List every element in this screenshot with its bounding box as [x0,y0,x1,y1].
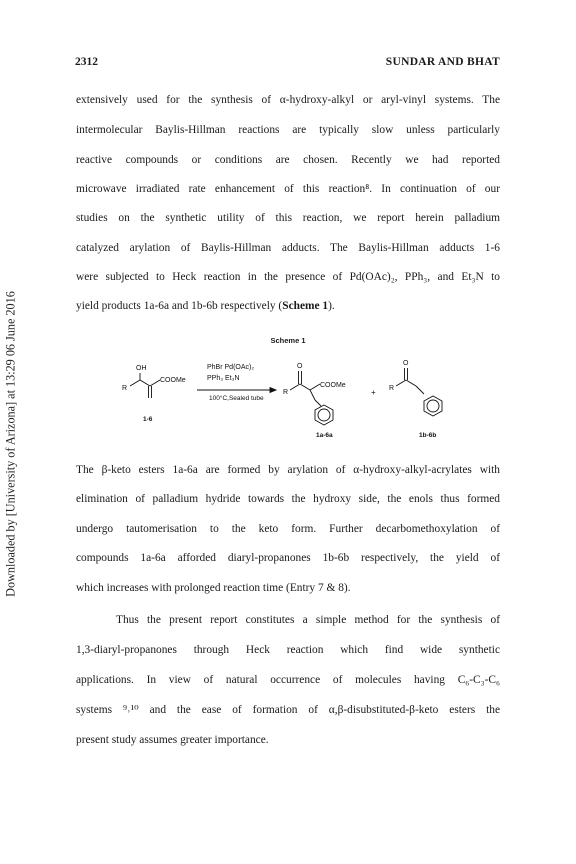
text-line: microwave irradiated rate enhancement of this reaction⁸. In continuation of our [76,183,500,195]
text-span: yield products 1a-6a and 1b-6b respectively ( [76,300,283,312]
text-line: intermolecular Baylis-Hillman reactions are typically slow unless particularly [76,124,500,136]
text-line: reactive compounds or conditions are chosen. Recently we had reported [76,154,500,166]
text-line: systems ⁹˒¹⁰ and the ease of formation of α,β-disubstituted-β-keto esters the [76,704,500,716]
r-label: R [283,389,289,396]
text-span: ). [328,300,335,312]
compound-label: 1a-6a [316,432,333,439]
text-line: compounds 1a-6a afforded diaryl-propanones 1b-6b respectively, the yield of [76,552,500,564]
text-line [76,298,500,314]
reagent-line-1: PhBr Pd(OAc)₂ [207,364,255,371]
text-line: 1,3-diaryl-propanones through Heck reaction which find wide synthetic [76,644,500,656]
r-label: R [389,385,395,392]
coome-label: COOMe [320,382,346,389]
aromatic-circle [427,400,439,412]
reaction-scheme [100,346,480,456]
bond [150,380,160,386]
download-note-text: Downloaded by [University of Arizona] at 13:29 06 June 2016 [3,291,18,597]
bond [310,390,315,400]
text-line: catalyzed arylation of Baylis-Hillman adducts. The Baylis-Hillman adducts 1-6 [76,242,500,254]
text-line: undergo tautomerisation to the keto form. Further decarbomethoxylation of [76,523,500,535]
page-number: 2312 [75,56,98,68]
coome-label: COOMe [160,377,186,384]
text-line: which increases with prolonged reaction time (Entry 7 & 8). [76,582,351,594]
bond [310,384,320,390]
download-watermark [0,0,22,864]
bond [315,400,321,406]
text-line: extensively used for the synthesis of α-hydroxy-alkyl or aryl-vinyl systems. The [76,94,500,106]
bond [290,384,300,390]
scheme-title: Scheme 1 [270,336,306,345]
text-line: studies on the synthetic utility of this reaction, we report herein palladium [76,212,500,224]
text-line: were subjected to Heck reaction in the presence of Pd(OAc)₂, PPh₃, and Et₃N to [76,271,500,283]
bond [406,380,416,386]
bond [130,380,140,386]
plus-sign: + [371,388,376,397]
reaction-condition: 100°C,Sealed tube [209,395,264,402]
bond [140,380,150,386]
o-label: O [403,360,409,367]
compound-label: 1b-6b [419,432,437,439]
running-head: SUNDAR AND BHAT [385,56,500,68]
scheme-reference: Scheme 1 [282,300,329,312]
arrowhead [270,388,276,393]
o-label: O [297,363,303,370]
oh-label: OH [136,365,147,372]
text-line: present study assumes greater importance. [76,734,269,746]
bond [300,384,310,390]
reagent-line-2: PPh₃ Et₃N [207,375,240,382]
text-line: applications. In view of natural occurrence of molecules having C₆-C₃-C₆ [76,674,500,686]
bond [416,386,424,394]
bond [396,380,406,386]
r-label: R [122,385,128,392]
text-line: elimination of palladium hydride towards the hydroxy side, the enols thus formed [76,493,500,505]
text-line: The β-keto esters 1a-6a are formed by arylation of α-hydroxy-alkyl-acrylates with [76,464,500,476]
compound-label: 1-6 [143,416,153,423]
aromatic-circle [318,409,330,421]
text-line: Thus the present report constitutes a simple method for the synthesis of [116,614,500,626]
